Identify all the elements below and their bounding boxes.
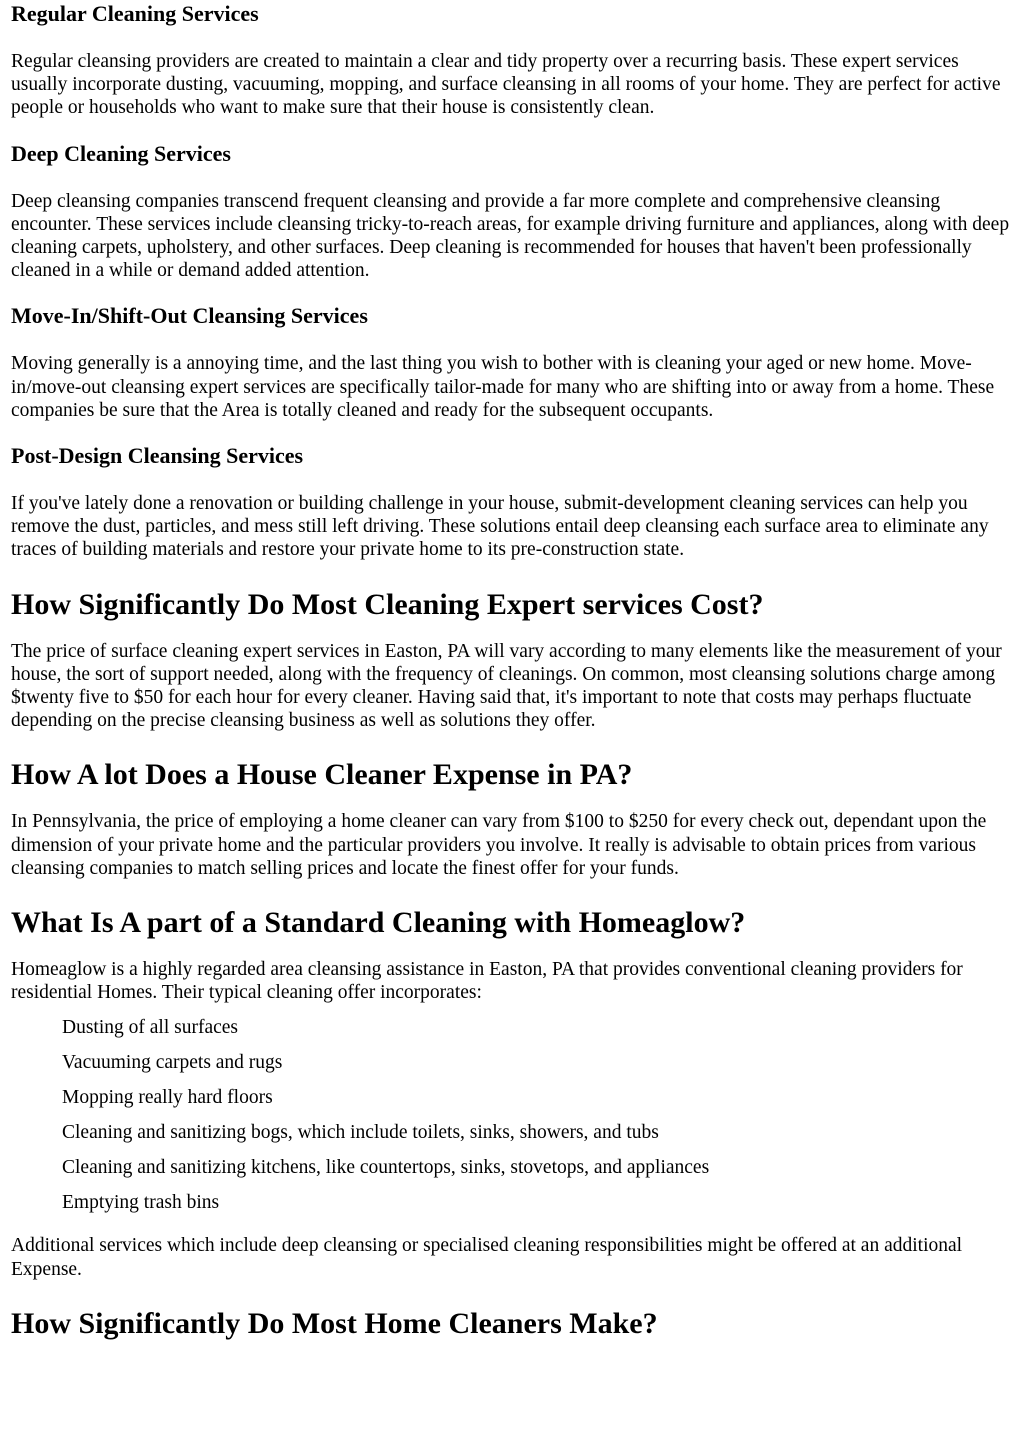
list-item: Cleaning and sanitizing kitchens, like countertops, sinks, stovetops, and appliances: [62, 1157, 710, 1179]
heading-earnings: How Significantly Do Most Home Cleaners Make?: [11, 1306, 658, 1340]
heading-move-in-out: Move-In/Shift-Out Cleansing Services: [11, 303, 368, 329]
list-item: Cleaning and sanitizing bogs, which include toilets, sinks, showers, and tubs: [62, 1122, 659, 1144]
paragraph-pa-cost: In Pennsylvania, the price of employing a home cleaner can vary from $100 to $250 for every check out, dependant upon the dimension of your private home and the particular providers you involve. It really is advisable to obtain prices from various cleansing companies to match selling prices and locate the finest offer for your funds.: [11, 811, 987, 879]
paragraph-homeaglow-intro: Homeaglow is a highly regarded area cleansing assistance in Easton, PA that provides conventional cleaning providers for residential Homes. Their typical cleaning offer incorporates:: [11, 959, 963, 1004]
heading-homeaglow: What Is A part of a Standard Cleaning with Homeaglow?: [11, 906, 746, 940]
heading-post-design: Post-Design Cleansing Services: [11, 443, 304, 469]
heading-deep-cleaning: Deep Cleaning Services: [11, 140, 231, 166]
paragraph-post-design: If you've lately done a renovation or building challenge in your house, submit-development cleaning services can help you remove the dust, particles, and mess still left driving. These solutions entail deep cleansing each surface area to eliminate any traces of building materials and restore your private home to its pre-construction state.: [11, 493, 989, 561]
heading-regular-cleaning: Regular Cleaning Services: [11, 1, 259, 26]
paragraph-homeaglow-outro: Additional services which include deep cleansing or specialised cleaning responsibilities might be offered at an additional Expense.: [11, 1235, 963, 1280]
list-item: Emptying trash bins: [62, 1192, 220, 1214]
article: [0, 1, 1024, 1342]
heading-pa-cost: How A lot Does a House Cleaner Expense in PA?: [11, 758, 633, 792]
paragraph-deep-cleaning: Deep cleansing companies transcend frequent cleansing and provide a far more complete and comprehensive cleansing encounter. These services include cleansing tricky-to-reach areas, for example driving furniture and appliances, along with deep cleaning carpets, upholstery, and other surfaces. Deep cleaning is recommended for houses that haven't been professionally cleaned in a while or demand added attention.: [11, 190, 1010, 282]
list-item: Dusting of all surfaces: [62, 1017, 238, 1039]
homeaglow-service-list: [11, 1016, 1013, 1214]
heading-cost: How Significantly Do Most Cleaning Expert services Cost?: [11, 587, 764, 621]
list-item: Vacuuming carpets and rugs: [62, 1052, 283, 1074]
list-item: Mopping really hard floors: [62, 1087, 273, 1109]
paragraph-cost: The price of surface cleaning expert services in Easton, PA will vary according to many elements like the measurement of your house, the sort of support needed, along with the frequency of cleanings. On common, most cleansing solutions charge among $twenty five to $50 for each hour for every cleaner. Having said that, it's important to note that costs may perhaps fluctuate depending on the precise cleansing business as well as solutions they offer.: [11, 640, 1002, 732]
paragraph-regular-cleaning: Regular cleansing providers are created to maintain a clear and tidy property over a recurring basis. These expert services usually incorporate dusting, vacuuming, mopping, and surface cleansing in all rooms of your home. They are perfect for active people or households who want to make sure that their house is consistently clean.: [11, 51, 1001, 119]
paragraph-move-in-out: Moving generally is a annoying time, and the last thing you wish to bother with is cleaning your aged or new home. Move-in/move-out cleansing expert services are specifically tailor-made for many who are shifting into or away from a home. These companies be sure that the Area is totally cleaned and ready for the subsequent occupants.: [11, 353, 995, 421]
